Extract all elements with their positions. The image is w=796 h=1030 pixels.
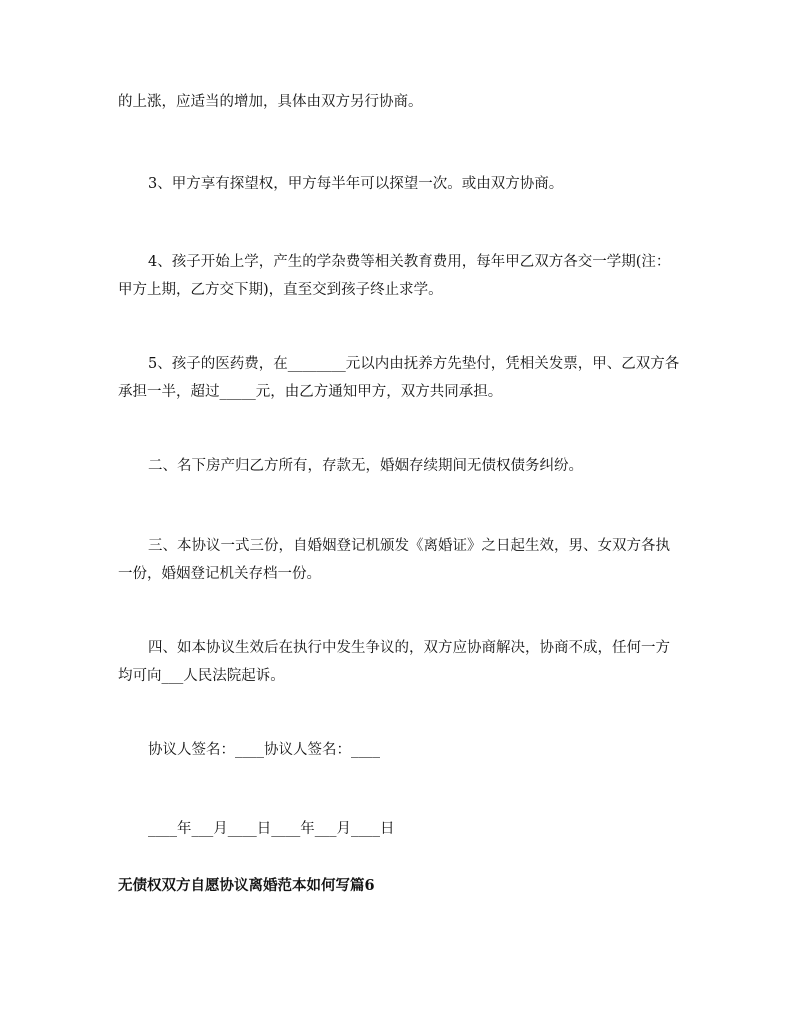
paragraph-dispute: 四、如本协议生效后在执行中发生争议的，双方应协商解决，协商不成，任何一方均可向___人民法院起诉。 — [118, 640, 670, 684]
paragraph-property: 二、名下房产归乙方所有，存款无，婚姻存续期间无债权债务纠纷。 — [148, 458, 583, 474]
paragraph-medical-fees: 5、孩子的医药费，在________元以内由抚养方先垫付，凭相关发票，甲、乙双方各承担一半，超过_____元，由乙方通知甲方，双方共同承担。 — [118, 356, 680, 400]
paragraph-visitation-rights: 3、甲方享有探望权，甲方每半年可以探望一次。或由双方协商。 — [148, 176, 564, 192]
section-heading: 无债权双方自愿协议离婚范本如何写篇6 — [118, 877, 375, 894]
date-line: ____年___月____日____年___月____日 — [148, 821, 395, 837]
paragraph-continuation: 的上涨，应适当的增加，具体由双方另行协商。 — [118, 94, 423, 110]
paragraph-copies: 三、本协议一式三份，自婚姻登记机颁发《离婚证》之日起生效，男、女双方各执一份，婚姻登记机关存档一份。 — [118, 538, 670, 582]
paragraph-education-fees: 4、孩子开始上学，产生的学杂费等相关教育费用，每年甲乙双方各交一学期(注：甲方上期，乙方交下期)，直至交到孩子终止求学。 — [118, 254, 671, 298]
signature-line: 协议人签名：____协议人签名：____ — [148, 742, 380, 758]
